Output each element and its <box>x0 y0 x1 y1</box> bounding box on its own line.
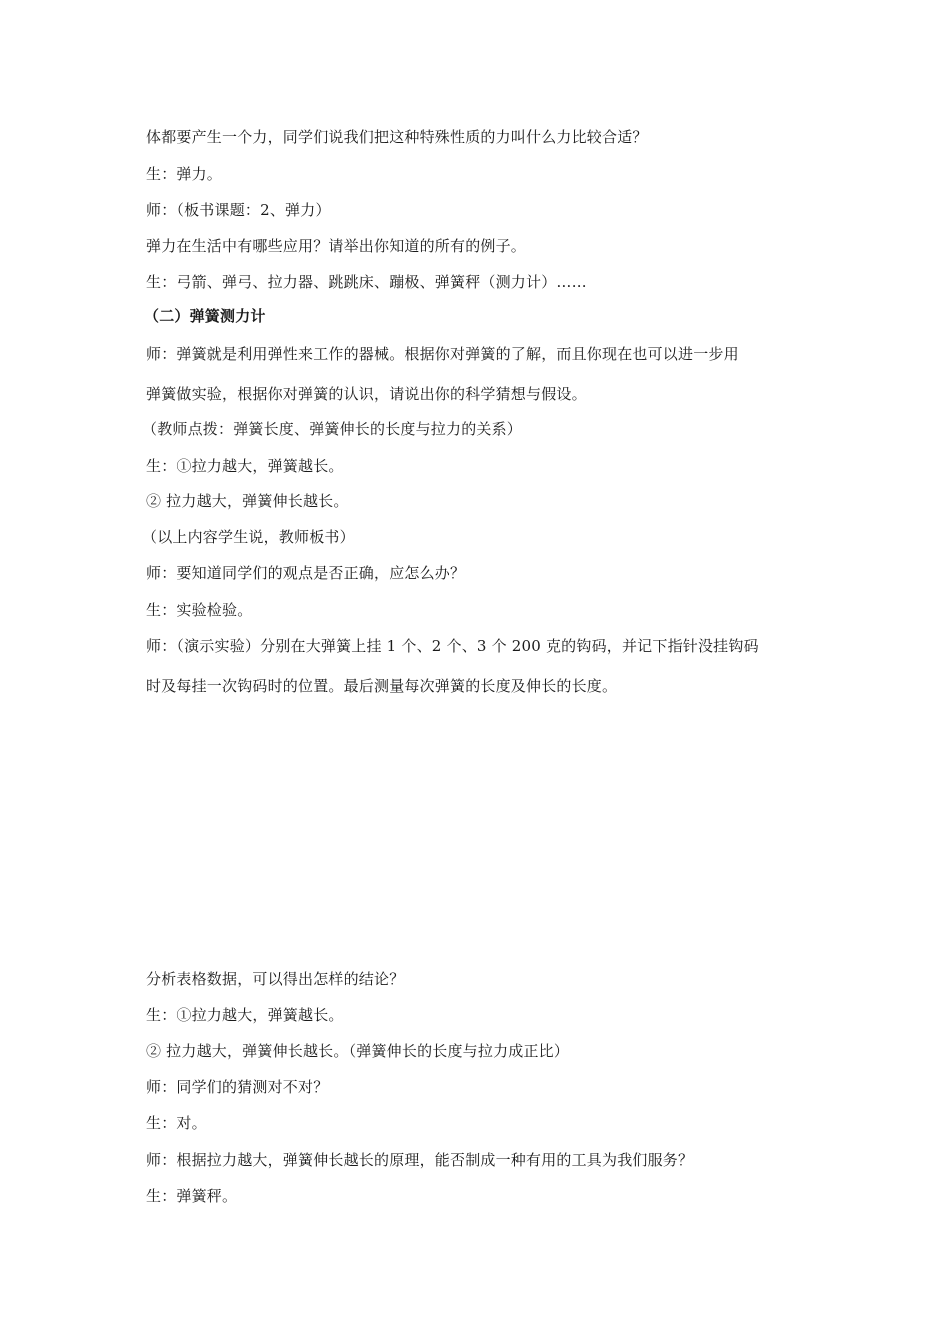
paragraph: 师：同学们的猜测对不对？ <box>146 1078 329 1096</box>
paragraph: （以上内容学生说，教师板书） <box>142 528 355 546</box>
paragraph: （教师点拨：弹簧长度、弹簧伸长的长度与拉力的关系） <box>142 420 523 438</box>
paragraph: 师：弹簧就是利用弹性来工作的器械。根据你对弹簧的了解，而且你现在也可以进一步用 <box>146 345 739 363</box>
paragraph: 弹簧做实验，根据你对弹簧的认识，请说出你的科学猜想与假设。 <box>146 385 587 403</box>
paragraph: 生：弹力。 <box>146 165 223 183</box>
paragraph: 时及每挂一次钩码时的位置。最后测量每次弹簧的长度及伸长的长度。 <box>146 677 618 695</box>
paragraph: 生：实验检验。 <box>146 601 253 619</box>
paragraph: ② 拉力越大，弹簧伸长越长。 <box>146 492 349 510</box>
section-heading: （二）弹簧测力计 <box>144 307 266 325</box>
paragraph: 师：要知道同学们的观点是否正确，应怎么办？ <box>146 564 466 582</box>
paragraph: 师：根据拉力越大，弹簧伸长越长的原理，能否制成一种有用的工具为我们服务？ <box>146 1151 694 1169</box>
paragraph: 生：①拉力越大，弹簧越长。 <box>146 457 344 475</box>
paragraph: 生：弓箭、弹弓、拉力器、跳跳床、蹦极、弹簧秤（测力计）…… <box>146 273 587 291</box>
paragraph: 生：弹簧秤。 <box>146 1187 238 1205</box>
paragraph: ② 拉力越大，弹簧伸长越长。（弹簧伸长的长度与拉力成正比） <box>146 1042 570 1060</box>
paragraph: 体都要产生一个力，同学们说我们把这种特殊性质的力叫什么力比较合适？ <box>146 128 648 146</box>
paragraph: 生：对。 <box>146 1114 207 1132</box>
paragraph: 分析表格数据，可以得出怎样的结论？ <box>146 970 405 988</box>
paragraph: 师：（板书课题：2、弹力） <box>146 201 331 219</box>
paragraph: 师：（演示实验）分别在大弹簧上挂 1 个、2 个、3 个 200 克的钩码，并记下指针没挂钩码 <box>146 637 759 655</box>
paragraph: 生：①拉力越大，弹簧越长。 <box>146 1006 344 1024</box>
paragraph: 弹力在生活中有哪些应用？请举出你知道的所有的例子。 <box>146 237 527 255</box>
